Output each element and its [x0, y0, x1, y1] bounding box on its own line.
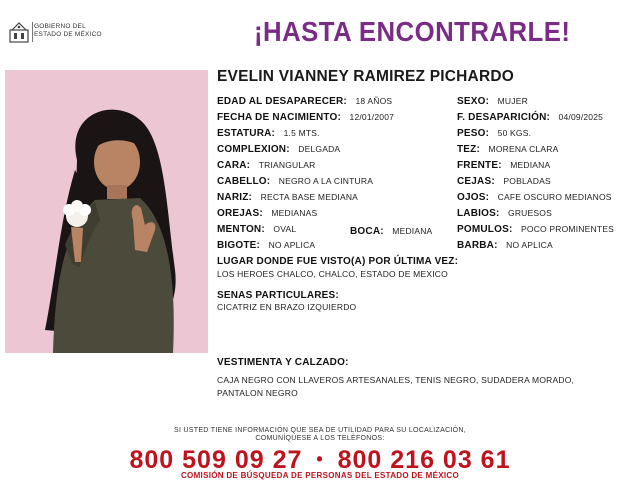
desaparicion-value: 04/09/2025	[558, 112, 604, 122]
logo-line-1: GOBIERNO DEL	[34, 23, 86, 30]
cara-label: CARA:	[217, 160, 251, 171]
sexo-value: MUJER	[497, 96, 528, 106]
boca-label: BOCA:	[350, 226, 384, 237]
header	[0, 0, 640, 56]
missing-person-photo	[5, 70, 208, 353]
field-boca	[350, 226, 432, 237]
cejas-value: POBLADAS	[503, 176, 551, 186]
nariz-value: RECTA BASE MEDIANA	[260, 192, 359, 202]
estatura-value: 1.5 MTS.	[283, 128, 320, 138]
cara-value: TRIANGULAR	[258, 160, 316, 170]
field-cara	[217, 160, 316, 171]
peso-value: 50 KGS.	[497, 128, 532, 138]
field-bigote	[217, 240, 315, 251]
field-menton	[217, 224, 296, 235]
orejas-value: MEDIANAS	[271, 208, 318, 218]
field-orejas	[217, 208, 317, 219]
pomulos-value: POCO PROMINENTES	[521, 224, 614, 234]
senas-label: SENAS PARTICULARES:	[217, 290, 339, 301]
field-peso	[457, 128, 531, 139]
estatura-label: ESTATURA:	[217, 128, 276, 139]
government-logo	[8, 20, 118, 46]
peso-label: PESO:	[457, 128, 490, 139]
state-seal-icon	[8, 20, 30, 44]
nariz-label: NARIZ:	[217, 192, 253, 203]
menton-label: MENTON:	[217, 224, 265, 235]
lugar-label: LUGAR DONDE FUE VISTO(A) POR ÚLTIMA VEZ:	[217, 256, 459, 267]
field-tez	[457, 144, 559, 155]
desaparicion-label: F. DESAPARICIÓN:	[457, 112, 551, 123]
field-estatura	[217, 128, 320, 139]
field-nacimiento	[217, 112, 394, 123]
cabello-label: CABELLO:	[217, 176, 271, 187]
edad-value: 18 AÑOS	[355, 96, 393, 106]
nacimiento-value: 12/01/2007	[349, 112, 395, 122]
labios-value: GRUESOS	[508, 208, 552, 218]
edad-label: EDAD AL DESAPARECER:	[217, 96, 347, 107]
field-edad	[217, 96, 392, 107]
bigote-label: BIGOTE:	[217, 240, 261, 251]
frente-value: MEDIANA	[510, 160, 551, 170]
phone-2[interactable]: 800 216 03 61	[337, 446, 511, 474]
barba-value: NO APLICA	[506, 240, 553, 250]
nacimiento-label: FECHA DE NACIMIENTO:	[217, 112, 341, 123]
menton-value: OVAL	[273, 224, 297, 234]
ojos-label: OJOS:	[457, 192, 490, 203]
person-name: EVELIN VIANNEY RAMIREZ PICHARDO	[217, 68, 514, 85]
bigote-value: NO APLICA	[268, 240, 316, 250]
cabello-value: NEGRO A LA CINTURA	[278, 176, 374, 186]
field-nariz	[217, 192, 358, 203]
field-pomulos	[457, 224, 614, 235]
field-sexo	[457, 96, 528, 107]
vestimenta-line-2: PANTALON NEGRO	[217, 388, 298, 398]
vestimenta-label: VESTIMENTA Y CALZADO:	[217, 357, 349, 368]
logo-text	[34, 23, 102, 39]
photo-illustration	[5, 70, 208, 353]
complexion-value: DELGADA	[298, 144, 341, 154]
vestimenta-line-1: CAJA NEGRO CON LLAVEROS ARTESANALES, TENIS NEGRO, SUDADERA MORADO,	[217, 375, 575, 385]
sexo-label: SEXO:	[457, 96, 490, 107]
tez-label: TEZ:	[457, 144, 481, 155]
field-cejas	[457, 176, 551, 187]
cejas-label: CEJAS:	[457, 176, 495, 187]
orejas-label: OREJAS:	[217, 208, 263, 219]
labios-label: LABIOS:	[457, 208, 500, 219]
phone-separator: •	[316, 449, 324, 469]
footer-note-1: SI USTED TIENE INFORMACIÓN QUE SEA DE UTILIDAD PARA SU LOCALIZACIÓN,	[173, 427, 467, 434]
field-complexion	[217, 144, 340, 155]
barba-label: BARBA:	[457, 240, 498, 251]
lugar-value: LOS HEROES CHALCO, CHALCO, ESTADO DE MEXICO	[217, 269, 448, 279]
field-barba	[457, 240, 553, 251]
pomulos-label: POMULOS:	[457, 224, 513, 235]
footer-note-2: COMUNÍQUESE A LOS TELÉFONOS:	[255, 435, 385, 442]
tez-value: MORENA CLARA	[488, 144, 559, 154]
logo-line-2: ESTADO DE MÉXICO	[34, 31, 102, 38]
commission-name: COMISIÓN DE BÚSQUEDA DE PERSONAS DEL ESTADO DE MÉXICO	[180, 471, 459, 480]
field-labios	[457, 208, 552, 219]
field-ojos	[457, 192, 612, 203]
phone-1[interactable]: 800 509 09 27	[129, 446, 303, 474]
frente-label: FRENTE:	[457, 160, 502, 171]
senas-value: CICATRIZ EN BRAZO IZQUIERDO	[217, 302, 357, 312]
field-cabello	[217, 176, 373, 187]
banner-title: ¡HASTA ENCONTRARLE!	[254, 16, 571, 47]
complexion-label: COMPLEXION:	[217, 144, 290, 155]
field-desaparicion	[457, 112, 603, 123]
field-frente	[457, 160, 550, 171]
logo-divider	[32, 22, 33, 42]
boca-value: MEDIANA	[392, 226, 433, 236]
ojos-value: CAFE OSCURO MEDIANOS	[497, 192, 612, 202]
